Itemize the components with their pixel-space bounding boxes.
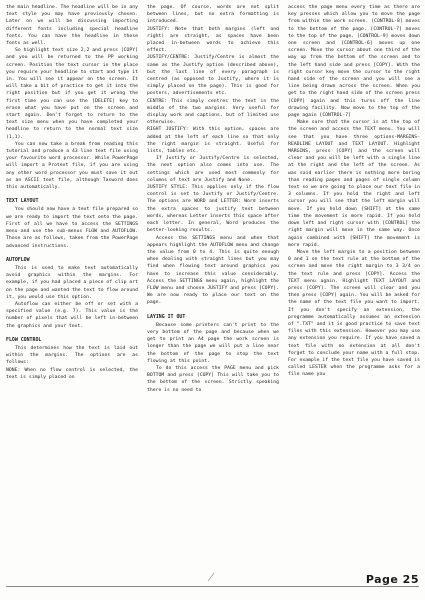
paragraph: If Justify or Justify/Centre is selected, the next option also comes into use. The settings which are used most commonly for columns of text are Justify and None.: [147, 156, 279, 183]
paragraph: Access the SETTINGS menu and when that appears highlight the AUTOFLOW menu and change the value from 0 to 4. This is quite enough when dealing with straight lines but you may find when flowing text around graphics you have to increase this value considerably. Access the SETTINGS menu again, highlight the FLOW menu and choose JUSTIFY and press [COPY]. We are now ready to place our text on the page.: [147, 235, 279, 306]
section-heading-autoflow: AUTOFLOW: [6, 256, 30, 263]
paragraph: CENTRE: This simply centres the text in the middle of the two margins. Very useful for display work and captions, but of limited use otherwise.: [147, 98, 279, 126]
column-3: [288, 4, 420, 566]
paragraph: NONE: When no flow control is selected, the text is simply placed on: [6, 367, 138, 380]
section-heading-laying-it-out: LAYING IT OUT: [147, 313, 186, 320]
paragraph: Make sure that the cursor is at the top of the screen and access the TEXT menu. You will see that you have three options-MARGINS-READLINE LAYOUT and TEXT LAYOUT. Highlight MARGINS, press [COPY] and the screen will clear and you will be left with a single line at the right and the left of the screen. As was said earlier there is nothing more boring than reading pages and pages of single column text so we are going to place our text file in 3 columns. If you hold the right and left cursor you will see that the left margin will move. If you hold down [SHIFT] at the same time the movement is more rapid. If you hold down left and right cursor with [CONTROL] the right margin will move in the same way. Once again combined with [SHIFT] the movement is more rapid.: [288, 120, 420, 248]
paragraph: access the page menu every time as there are key presses which allow you to move the page from within the work screen. [CONTROL-8] moves to the bottom of the page. [CONTROL-7] moves to the top of the page. [CONTROL-9] moves down one screen and [CONTROL-6] moves up one screen. Move the cursor about one third of the way up from the bottom of the screen and to the left hand side and press [COPY]. With the right cursor key move the cursor to the right hand side of the screen and you will see a line being drawn across the screen. When you get to the right hand side of the screen press [COPY] again and this turns off the line drawing facility. Now move to the top of the page again [CONTROL-7]: [288, 5, 420, 119]
paragraph: This is used to make text automatically avoid graphics within the margins. For example, if you had placed a piece of clip art on the page and wanted the text to flow around it, you would use this option.: [6, 265, 138, 300]
text-columns: [6, 4, 420, 566]
paragraph: the page. Of course, words are not split between lines, but no extra formatting is introduced.: [147, 5, 279, 25]
paragraph: So highlight text size 2,2 and press [COPY] and you will be returned to the PP working screen. Position the text cursor in the place you require your headline to start and type it in. You will see it appear on the screen. It will take a bit of practice to get it into the right position but if you get it wrong the first time you can use the [DELETE] key to erase what you have put on the screen and start again. Don't forget to return to the text size menu when you have completed your headline to return to the normal text size (1,1).: [6, 48, 138, 140]
section-heading-flow-control: FLOW CONTROL: [6, 336, 42, 343]
column-2: [147, 4, 279, 566]
footer-rule: [6, 586, 419, 587]
paragraph: This determines how the text is laid out within the margins. The options are as follows:: [6, 345, 138, 366]
paragraph: JUSTIFY/CENTRE: Justify/Centre is almost the same as the Justify option (described above), but the last line of every paragraph is centred (as opposed to Justify, where it is simply placed on the page). This is good for posters, advertisements etc.: [147, 55, 279, 97]
paragraph: RIGHT JUSTIFY: With this option, spaces are added at the left of each line so that only the right margin is straight. Useful for lists, tables etc.: [147, 127, 279, 155]
paragraph: Because some printers can't print to the very bottom of the page and because when we get to print an A4 page the work screen is longer than the page we will put a line near the bottom of the page to stop the text flowing at this point.: [147, 322, 279, 364]
paragraph: You can now take a break from reading this tutorial and produce a 43 line text file using your favourite word processor. While PowerPage will import a Protext file, if you are using any other word processor you must save it out as an ASCII text file, although Tasword does this automatically.: [6, 141, 138, 191]
column-1: [6, 4, 138, 566]
paragraph: Autoflow can either be off or set with a specified value (e.g. 7). This value is the number of pixels that will be left in-between the graphics and your text.: [6, 301, 138, 329]
section-heading-text-layout: TEXT LAYOUT: [6, 198, 39, 205]
paragraph: JUSTIFY STYLE: This applies only if the flow control is set to Justify or Justify/Centre. The options are WORD and LETTER: Word inserts the extra spaces to justify text between words, whereas Letter inserts this space after each letter. In general, Word produces the better-looking results.: [147, 185, 279, 234]
paragraph: You should now have a text file prepared so we are ready to import the text onto the page. First of all we have to access the SETTINGS menu and use the sub-menus FLOW and AUTOFLOW. Those are as follows, taken from the PowerPage advanced instructions.: [6, 207, 138, 249]
page-number: Page 25: [365, 573, 419, 586]
paragraph: To do this access the PAGE menu and pick BOTTOM and press [COPY] This will take you to the bottom of the screen. Strictly speaking there is no need to: [147, 365, 279, 393]
scan-mark-icon: [206, 572, 216, 582]
paragraph: JUSTIFY: Note that both margins (left and right) are straight, as spaces have been placed in-between words to achieve this effect.: [147, 26, 279, 54]
paragraph: the main headline. The headline will be in any text style you may have previously chosen. Later on we will be discussing importing different fonts including special headline fonts. You can have the headline in these fonts as well.: [6, 5, 138, 47]
paragraph: Move the left margin to a position between 0 and 1 on the text rule at the bottom of the screen and move the right margin to 3 3/4 on the text rule and press [COPY]. Access the TEXT menu again. Highlight TEXT LAYOUT and press [COPY]. The screen will clear and you then press [COPY] again. You will be asked for the name of the text file you want to import. If you don't specify an extension, the programme automatically assumes an extension of ".TXT" and it is good practice to save text files with this extension. However you may use any extension you require. If you have saved a text file with no extension at all don't forget to conclude your name with a full stop. For example if the text file you have saved is called LESTER when the programme asks for a file name you: [288, 249, 420, 378]
